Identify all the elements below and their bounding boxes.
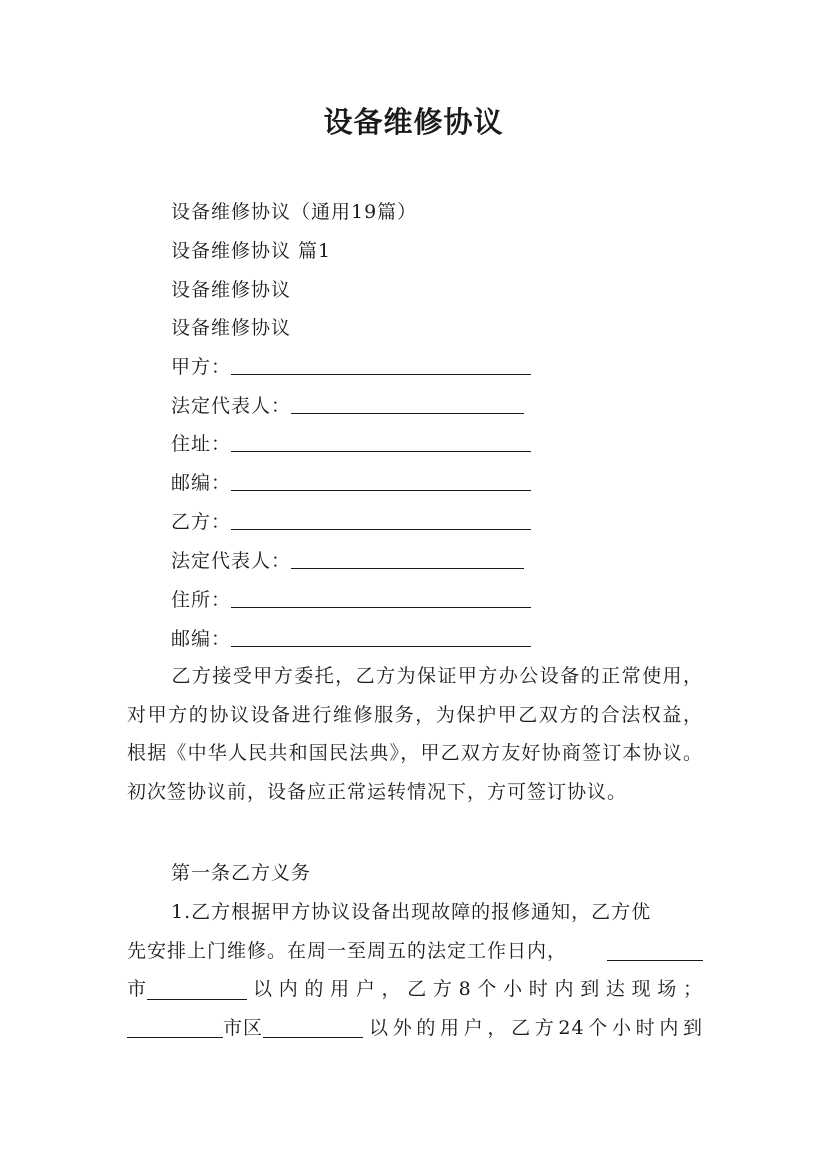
field-address-a <box>171 431 531 457</box>
clause-text: 市 <box>127 978 148 1000</box>
clause-text: 先安排上门维修。在周一至周五的法定工作日内， <box>127 939 568 962</box>
field-label: 乙方： <box>171 511 232 533</box>
field-label: 住所： <box>171 589 232 611</box>
field-postcode-a <box>171 470 531 496</box>
fill-blank <box>147 979 247 1000</box>
fill-blank <box>127 1017 223 1038</box>
clause-line <box>127 893 703 932</box>
clause-text: 市区 <box>223 1016 264 1039</box>
clause-line <box>127 970 703 1009</box>
fill-blank <box>607 940 703 961</box>
intro-paragraph <box>127 657 703 811</box>
fill-blank <box>263 1017 363 1038</box>
clause-line <box>127 1009 703 1048</box>
field-label: 法定代表人： <box>171 550 292 572</box>
section-heading: 设备维修协议 <box>171 317 292 339</box>
fill-blank <box>231 431 531 452</box>
fill-blank <box>231 470 531 491</box>
fill-blank <box>231 509 531 530</box>
fill-blank <box>231 626 531 647</box>
fill-blank <box>231 587 531 608</box>
field-legal-rep-a <box>171 393 524 419</box>
field-label: 邮编： <box>171 628 232 650</box>
field-party-b <box>171 509 531 535</box>
intro-text: 乙方接受甲方委托，乙方为保证甲方办公设备的正常使用，对甲方的协议设备进行维修服务，为保护甲乙双方的合法权益，根据《中华人民共和国民法典》，甲乙双方友好协商签订本协议。初次签协议前，设备应正常运转情况下，方可签订协议。 <box>127 665 703 803</box>
clause-1 <box>127 893 703 1047</box>
fill-blank <box>291 393 524 414</box>
field-postcode-b <box>171 626 531 652</box>
section-obligations-heading: 第一条乙方义务 <box>171 862 312 884</box>
clause-text: 以内的用户，乙方8个小时内到达现场； <box>253 978 703 1000</box>
section-heading: 设备维修协议 <box>171 279 292 301</box>
document-title: 设备维修协议 <box>323 105 504 139</box>
subtitle-part: 设备维修协议 篇1 <box>171 240 332 262</box>
subtitle-general: 设备维修协议（通用19篇） <box>171 201 418 223</box>
clause-line <box>127 932 703 971</box>
field-label: 法定代表人： <box>171 395 292 417</box>
field-legal-rep-b <box>171 548 524 574</box>
fill-blank <box>231 354 531 375</box>
field-label: 住址： <box>171 433 232 455</box>
clause-text: 以外的用户，乙方24个小时内到 <box>369 1016 703 1039</box>
field-label: 邮编： <box>171 472 232 494</box>
fill-blank <box>291 548 524 569</box>
field-label: 甲方： <box>171 356 232 378</box>
clause-text: 1.乙方根据甲方协议设备出现故障的报修通知，乙方优 <box>171 901 652 923</box>
field-residence-b <box>171 587 531 613</box>
field-party-a <box>171 354 531 380</box>
